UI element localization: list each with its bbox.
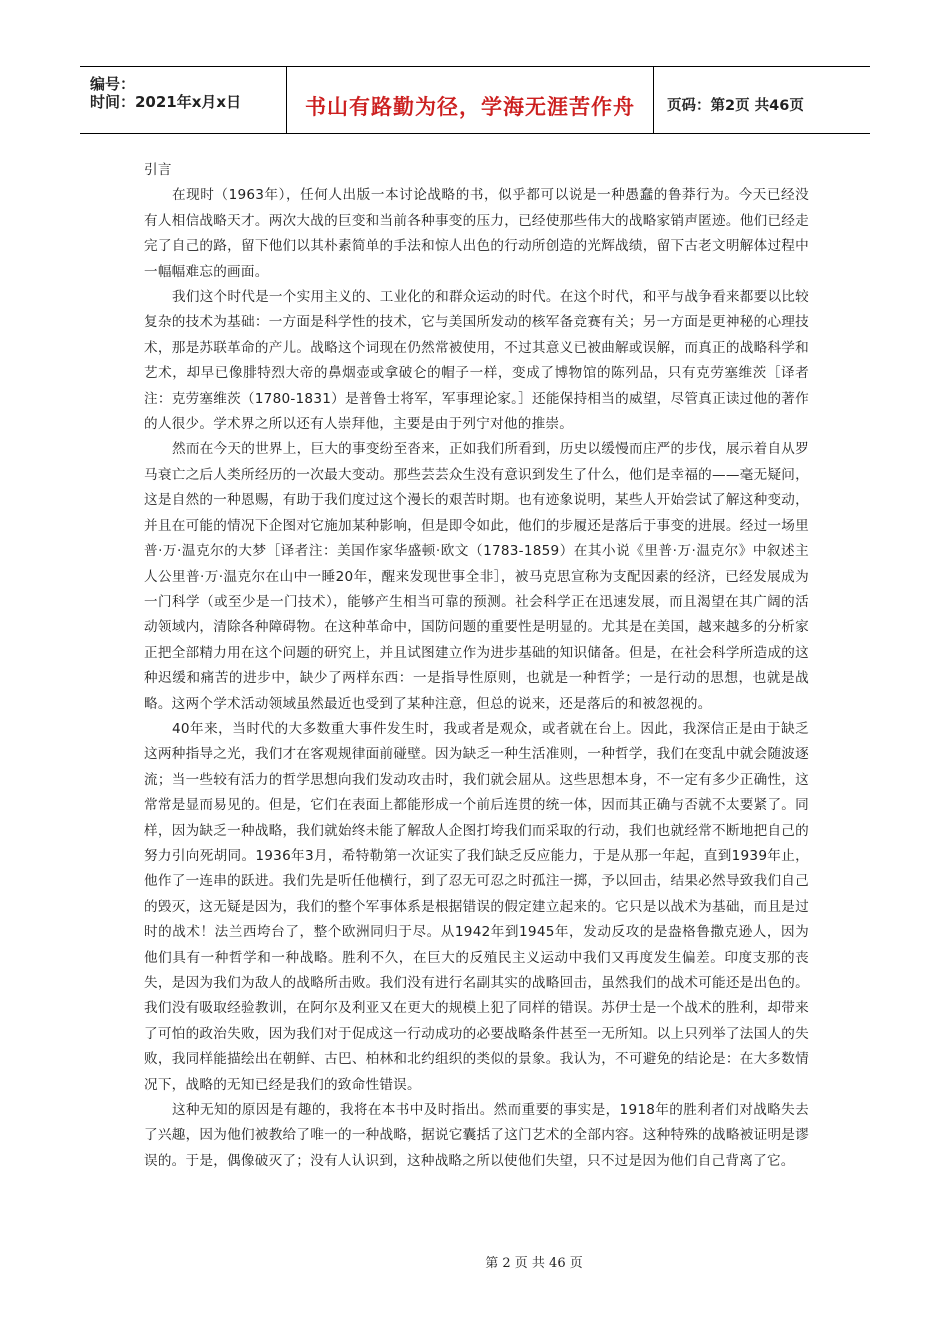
body-paragraph: 然而在今天的世界上，巨大的事变纷至沓来，正如我们所看到，历史以缓慢而庄严的步伐，展示着自从罗马衰亡之后人类所经历的一次最大变动。那些芸芸众生没有意识到发生了什么，他们是幸福的——毫无疑问，这是自然的一种恩赐，有助于我们度过这个漫长的艰苦时期。也有迹象说明，某些人开始尝试了解这种变动，并且在可能的情况下企图对它施加某种影响，但是即令如此，他们的步履还是落后于事变的进展。经过一场里普·万·温克尔的大梦［译者注：美国作家华盛顿·欧文（1783-1859）在其小说《里普·万·温克尔》中叙述主人公里普·万·温克尔在山中一睡20年，醒来发现世事全非］，被马克思宣称为支配因素的经济，已经发展成为一门科学（或至少是一门技术），能够产生相当可靠的预测。社会科学正在迅速发展，而且渴望在其广阔的活动领域内，清除各种障碍物。在这种革命中，国防问题的重要性是明显的。尤其是在美国，越来越多的分析家正把全部精力用在这个问题的研究上，并且试图建立作为进步基础的知识储备。但是，在社会科学所造成的这种迟缓和痛苦的进步中，缺少了两样东西：一是指导性原则，也就是一种哲学；一是行动的思想，也就是战略。这两个学术活动领域虽然最近也受到了某种注意，但总的说来，还是落后的和被忽视的。 <box>144 441 809 712</box>
section-heading: 引言 <box>144 162 172 178</box>
header-page-cell <box>653 67 870 133</box>
header-motto-cell <box>286 67 654 133</box>
body-paragraph: 这种无知的原因是有趣的，我将在本书中及时指出。然而重要的事实是，1918年的胜利者们对战略失去了兴趣，因为他们被教给了唯一的一种战略，据说它囊括了这门艺术的全部内容。这种特殊的战略被证明是谬误的。于是，偶像破灭了；没有人认识到，这种战略之所以使他们失望，只不过是因为他们自己背离了它。 <box>144 1102 809 1169</box>
document-body <box>144 158 809 1174</box>
page-header <box>80 66 870 134</box>
document-date-label: 时间：2021年x月x日 <box>90 93 242 111</box>
header-page-number: 页码：第2页 共46页 <box>667 98 804 114</box>
document-number-label: 编号： <box>90 75 136 93</box>
body-paragraph: 40年来，当时代的大多数重大事件发生时，我或者是观众，或者就在台上。因此，我深信正是由于缺乏这两种指导之光，我们才在客观规律面前碰壁。因为缺乏一种生活准则，一种哲学，我们在变乱中就会随波逐流；当一些较有活力的哲学思想向我们发动攻击时，我们就会屈从。这些思想本身，不一定有多少正确性，这常常是显而易见的。但是，它们在表面上都能形成一个前后连贯的统一体，因而其正确与否就不太要紧了。同样，因为缺乏一种战略，我们就始终未能了解敌人企图打垮我们而采取的行动，我们也就经常不断地把自己的努力引向死胡同。1936年3月，希特勒第一次证实了我们缺乏反应能力，于是从那一年起，直到1939年止，他作了一连串的跃进。我们先是听任他横行，到了忍无可忍之时孤注一掷，予以回击，结果必然导致我们自己的毁灭，这无疑是因为，我们的整个军事体系是根据错误的假定建立起来的。它只是以战术为基础，而且是过时的战术！法兰西垮台了，整个欧洲同归于尽。从1942年到1945年，发动反攻的是盎格鲁撒克逊人，因为他们具有一种哲学和一种战略。胜利不久，在巨大的反殖民主义运动中我们又再度发生偏差。印度支那的丧失，是因为我们为敌人的战略所击败。我们没有进行名副其实的战略回击，虽然我们的战术可能还是出色的。我们没有吸取经验教训，在阿尔及利亚又在更大的规模上犯了同样的错误。苏伊士是一个战术的胜利，却带来了可怕的政治失败，因为我们对于促成这一行动成功的必要战略条件甚至一无所知。以上只列举了法国人的失败，我同样能描绘出在朝鲜、古巴、柏林和北约组织的类似的景象。我认为，不可避免的结论是：在大多数情况下，战略的无知已经是我们的致命性错误。 <box>144 720 809 1093</box>
body-paragraph: 我们这个时代是一个实用主义的、工业化的和群众运动的时代。在这个时代，和平与战争看来都要以比较复杂的技术为基础：一方面是科学性的技术，它与美国所发动的核军备竞赛有关；另一方面是更神秘的心理技术，那是苏联革命的产儿。战略这个词现在仍然常被使用，不过其意义已被曲解或误解，而真正的战略科学和艺术，却早已像腓特烈大帝的鼻烟壶或拿破仑的帽子一样，变成了博物馆的陈列品，只有克劳塞维茨［译者注：克劳塞维茨（1780-1831）是普鲁士将军，军事理论家。］还能保持相当的威望，尽管真正读过他的著作的人很少。学术界之所以还有人崇拜他，主要是由于列宁对他的推崇。 <box>144 289 809 433</box>
body-paragraph: 在现时（1963年），任何人出版一本讨论战略的书，似乎都可以说是一种愚蠢的鲁莽行为。今天已经没有人相信战略天才。两次大战的巨变和当前各种事变的压力，已经使那些伟大的战略家销声匿迹。他们已经走完了自己的路，留下他们以其朴素简单的手法和惊人出色的行动所创造的光辉战绩，留下古老文明解体过程中一幅幅难忘的画面。 <box>144 187 809 280</box>
header-meta-cell <box>80 67 286 133</box>
page-footer: 第 2 页 共 46 页 <box>485 1256 583 1271</box>
header-motto: 书山有路勤为径，学海无涯苦作舟 <box>305 95 635 119</box>
